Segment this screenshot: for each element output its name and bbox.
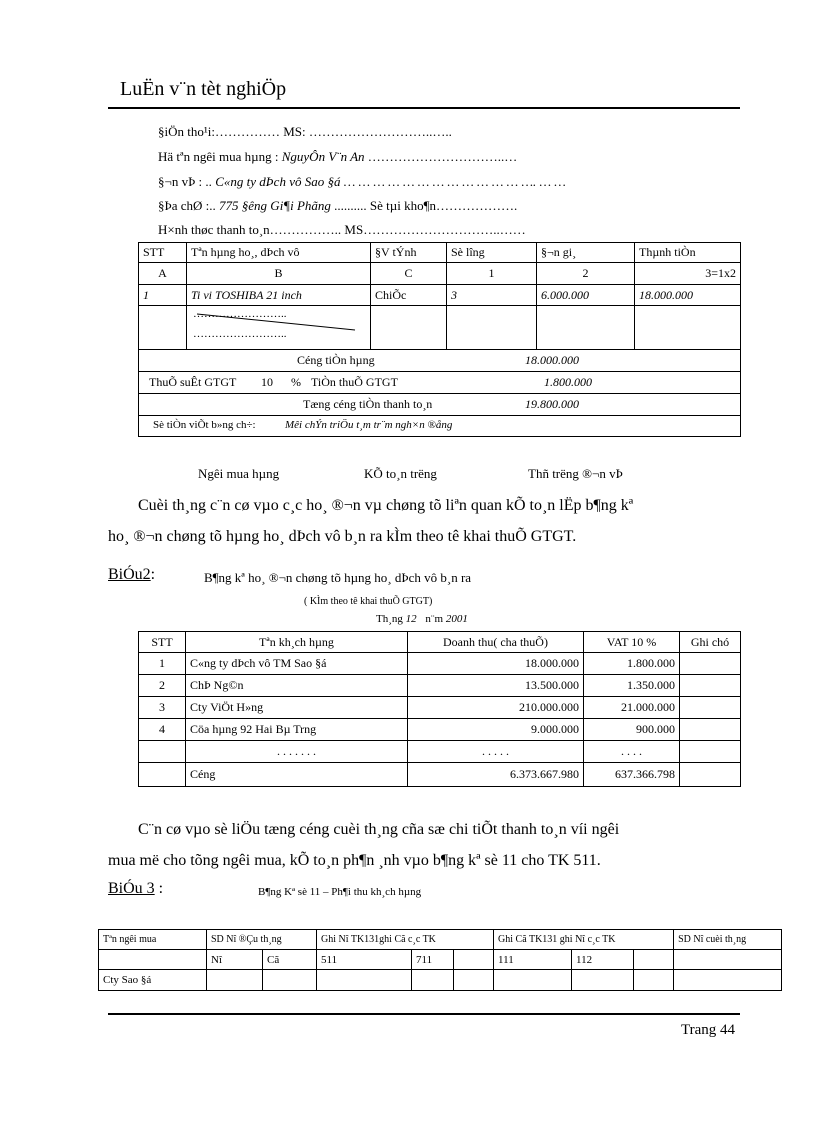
receivables-cell: 112 [572,950,634,970]
address-value: 775 §êng Gi¶i Phãng [219,198,331,213]
signature-director: Thñ trëng ®¬n vÞ [528,466,623,481]
total-label: Tæng céng tiÒn thanh to¸n [303,397,433,411]
sales-row [139,741,741,763]
receivables-cell: 511 [317,950,412,970]
blank-dots-top: …………………….. [193,308,287,320]
bieu2-title: B¶ng kª ho¸ ®¬n chøng tõ hµng ho¸ dÞch vô b¸n ra [204,570,472,585]
month-label: Th¸ng [376,613,403,625]
sales-header-cell: Doanh thu( cha thuÕ) [408,632,584,653]
sales-cell [680,675,741,697]
vat-row [139,372,741,394]
words-row [139,416,741,437]
sales-header-cell: Tªn kh¸ch hµng [186,632,408,653]
sales-cell: 2 [139,675,186,697]
address-line [158,198,517,214]
sales-cell: . . . . . . . [186,741,408,763]
sales-cell: 6.373.667.980 [408,763,584,787]
words-value: Mêi chÝn triÖu t¸m tr¨m ngh×n ®ång [285,419,453,431]
sales-cell: 3 [139,697,186,719]
receivables-header-cell: Tªn ngêi mua [99,930,207,950]
sales-row [139,675,741,697]
sales-cell [680,719,741,741]
sales-cell [680,653,741,675]
sales-header-cell: Ghi chó [680,632,741,653]
buyer-line [158,149,517,165]
blank-dots-bottom: …………………….. [193,328,287,340]
sales-cell: 4 [139,719,186,741]
invoice-code-cell: 2 [537,263,635,285]
sales-table [138,631,741,787]
sales-cell [139,741,186,763]
receivables-cell: Nî [207,950,263,970]
sales-cell: 21.000.000 [584,697,680,719]
invoice-header-cell: Thµnh tiÒn [635,243,741,263]
vat-amount: 1.800.000 [544,375,592,389]
receivables-cell [494,970,572,991]
sales-cell: . . . . . [408,741,584,763]
payment-line: H×nh thøc thanh to¸n…………….. MS…………………………..…… [158,222,526,237]
receivables-cell [412,970,454,991]
receivables-cell: 711 [412,950,454,970]
receivables-table [98,929,782,991]
signature-buyer: Ngêi mua hµng [198,466,280,481]
page-header-title: LuËn v¨n tèt nghiÖp [120,78,287,100]
sales-row [139,653,741,675]
sales-cell: C«ng ty dÞch vô TM Sao §á [186,653,408,675]
sales-cell: 210.000.000 [408,697,584,719]
total-row [139,394,741,416]
subtotal-label: Céng tiÒn hµng [297,353,375,367]
item-name: Ti vi TOSHIBA 21 inch [187,285,371,306]
receivables-cell [207,970,263,991]
sales-cell: ChÞ Ng©n [186,675,408,697]
sales-header-cell: VAT 10 % [584,632,680,653]
item-stt: 1 [139,285,187,306]
sales-row [139,719,741,741]
blank-cell [139,306,187,350]
vat-rate: 10 [261,375,273,389]
bieu3-heading [108,880,163,898]
sales-cell: Cty ViÖt H»ng [186,697,408,719]
sales-total-row [139,763,741,787]
receivables-header-row [99,930,782,950]
sales-cell: 1.350.000 [584,675,680,697]
receivables-row [99,970,782,991]
vat-percent: % [291,375,301,389]
receivables-cell [674,950,782,970]
address-dots: .......... Sè tµi kho¶n………………. [334,198,518,213]
paragraph-1-line-1: Cuèi th¸ng c¨n cø vµo c¸c ho¸ ®¬n vµ chøng tõ liªn quan kÕ to¸n lËp b¶ng kª [138,497,634,514]
blank-cell [537,306,635,350]
subtotal-row [139,350,741,372]
item-amount: 18.000.000 [635,285,741,306]
receivables-cell [99,950,207,970]
invoice-header-cell: §¬n gi¸ [537,243,635,263]
header-rule [108,107,740,109]
receivables-cell [572,970,634,991]
sales-cell [139,763,186,787]
total-value: 19.800.000 [525,397,579,411]
sales-header-row [139,632,741,653]
invoice-code-cell: 1 [447,263,537,285]
bieu3-title: B¶ng Kª sè 11 – Ph¶i thu kh¸ch hµng [258,886,422,898]
sales-cell [680,697,741,719]
receivables-subheader-row [99,950,782,970]
invoice-code-cell: C [371,263,447,285]
receivables-header-cell: SD Nî ®Çu th¸ng [207,930,317,950]
footer-rule [108,1013,740,1015]
invoice-header-row [139,243,741,263]
paragraph-2-line-2: mua më cho tõng ngêi mua, kÕ to¸n ph¶n ¸nh vµo b¶ng kª sè 11 cho TK 511. [108,852,601,869]
receivables-cell [454,950,494,970]
invoice-item-row [139,285,741,306]
invoice-table [138,242,741,437]
receivables-cell [317,970,412,991]
vat-rate-label: ThuÕ suÊt GTGT [149,375,237,389]
unit-line [158,174,566,190]
receivables-header-cell: Ghi Nî TK131ghi Cã c¸c TK [317,930,494,950]
year-label: n¨m [425,613,444,625]
invoice-header-cell: STT [139,243,187,263]
page-number: Trang 44 [681,1022,736,1038]
sales-cell: 13.500.000 [408,675,584,697]
bieu3-colon: : [158,880,164,897]
buyer-label: Hä tªn ngêi mua hµng : [158,149,279,164]
sales-cell: Cöa hµng 92 Hai Bµ Trng [186,719,408,741]
invoice-header-cell: Sè lîng [447,243,537,263]
unit-label: §¬n vÞ : .. [158,174,212,189]
receivables-cell: 111 [494,950,572,970]
blank-cell [371,306,447,350]
sales-cell: 9.000.000 [408,719,584,741]
sales-row [139,697,741,719]
receivables-cell [454,970,494,991]
sales-cell: 1.800.000 [584,653,680,675]
address-label: §Þa chØ :.. [158,198,216,213]
paragraph-1-line-2: ho¸ ®¬n chøng tõ hµng ho¸ dÞch vô b¸n ra kÌm theo tê khai thuÕ GTGT. [108,528,577,545]
invoice-header-cell: Tªn hµng ho¸, dÞch vô [187,243,371,263]
bieu2-label: BiÓu2 [108,566,151,583]
sales-cell: 637.366.798 [584,763,680,787]
unit-name: C«ng ty dÞch vô Sao §á [215,174,341,189]
item-price: 6.000.000 [537,285,635,306]
paragraph-2-line-1: C¨n cø vµo sè liÖu tæng céng cuèi th¸ng cña sæ chi tiÕt thanh to¸n víi ngêi [138,821,620,838]
sales-cell: 18.000.000 [408,653,584,675]
invoice-blank-row [139,306,741,350]
invoice-code-cell: 3=1x2 [635,263,741,285]
sales-cell [680,763,741,787]
sales-cell: Céng [186,763,408,787]
bieu2-subtitle: ( KÌm theo tê khai thuÕ GTGT) [304,596,433,607]
sales-cell: . . . . [584,741,680,763]
receivables-cell [634,950,674,970]
receivables-cell [674,970,782,991]
item-unit: ChiÕc [371,285,447,306]
sales-cell [680,741,741,763]
blank-cell [447,306,537,350]
sales-cell: 1 [139,653,186,675]
signature-accountant: KÕ to¸n trëng [364,466,437,481]
bieu2-period [376,613,468,625]
invoice-code-cell: B [187,263,371,285]
unit-dots: … … … … … … … … … … … … …. … … [343,174,566,189]
sales-cell: 900.000 [584,719,680,741]
subtotal-value: 18.000.000 [525,353,579,367]
receivables-cell: Cty Sao §á [99,970,207,991]
vat-amount-label: TiÒn thuÕ GTGT [311,375,398,389]
blank-name-cell [187,306,371,350]
receivables-cell: Cã [263,950,317,970]
buyer-name: NguyÔn V¨n An [281,149,365,164]
year-value: 2001 [445,613,468,625]
bieu3-label: BiÓu 3 [108,880,155,897]
bieu2-colon: : [150,566,156,583]
month-value: 12 [405,613,417,625]
invoice-header-cell: §V tÝnh [371,243,447,263]
blank-cell [635,306,741,350]
bieu2-heading [108,566,155,584]
invoice-code-cell: A [139,263,187,285]
invoice-code-row [139,263,741,285]
receivables-cell [263,970,317,991]
buyer-dots: …………………………..… [367,149,518,164]
item-quantity: 3 [447,285,537,306]
receivables-header-cell: SD Nî cuèi th¸ng [674,930,782,950]
words-label: Sè tiÒn viÕt b»ng ch÷: [153,419,256,431]
receivables-header-cell: Ghi Cã TK131 ghi Nî c¸c TK [494,930,674,950]
phone-line: §iÖn tho¹i:…………… MS: ………………………..….. [158,124,452,139]
receivables-cell [634,970,674,991]
sales-header-cell: STT [139,632,186,653]
